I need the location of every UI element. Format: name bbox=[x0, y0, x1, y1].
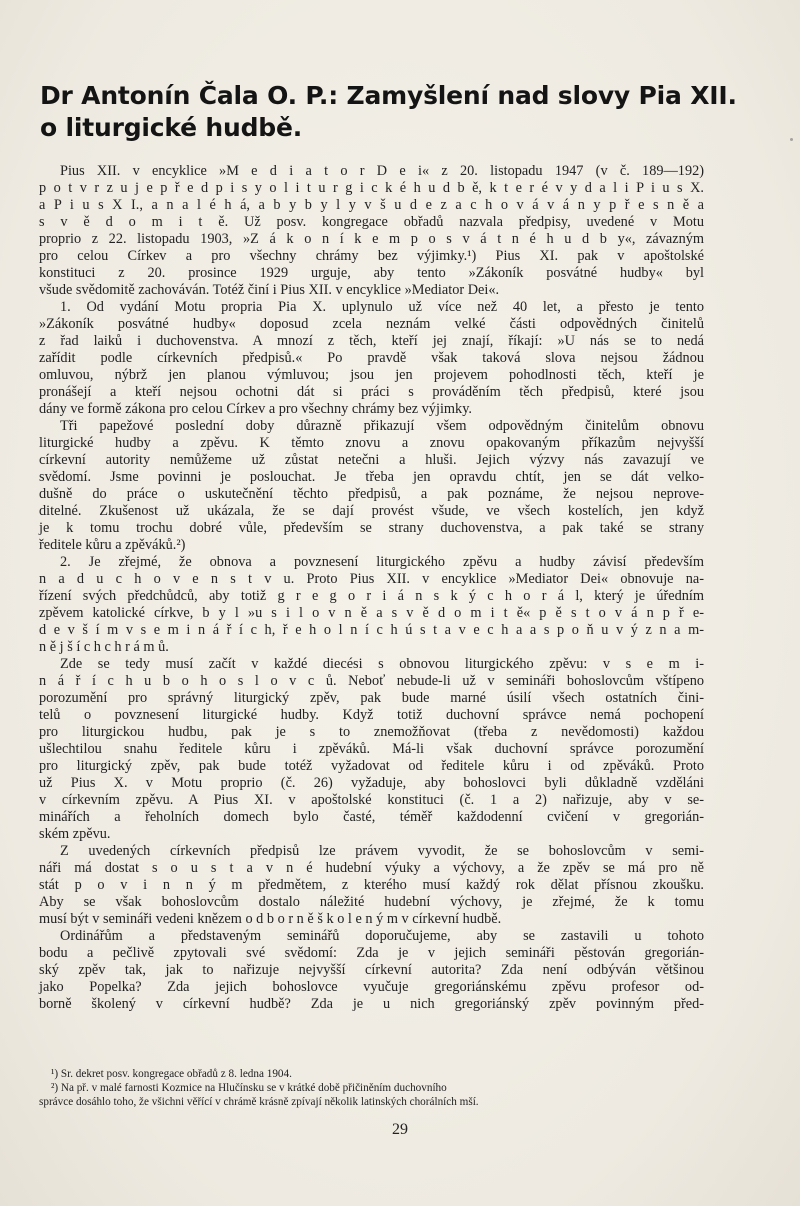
body-text-line: Aby se však bohoslovcům dostalo náležité hudební výchovy, je zřejmé, že k tomu bbox=[39, 894, 704, 910]
body-text-line: svědomí. Jsme povinni je poslouchat. Je třeba jen opravdu chtít, jen se dát velko- bbox=[39, 469, 704, 485]
body-text-line: dány ve formě zákona pro celou Církev a pro všechny chrámy bez výjimky. bbox=[39, 401, 472, 417]
body-text-line: s v ě d o m i t ě. Už posv. kongregace obřadů nazvala předpisy, uvedené v Motu bbox=[39, 214, 704, 230]
body-text-line: z řad laiků i duchovenstva. A mnozí z těch, kteří jej znají, říkají: »U nás se to nedá bbox=[39, 333, 704, 349]
body-text-line: minářích a řeholních domech bylo časté, téměř každodenní cvičení v gregorián- bbox=[39, 809, 704, 825]
body-text-line: pronášejí a kteří nejsou ochotni dát si práci s prováděním těch předpisů, které jsou bbox=[39, 384, 704, 400]
body-text-line: Tři papežové poslední doby důrazně přikazují všem odpovědným činitelům obnovu bbox=[60, 418, 704, 434]
body-text-line: v církevním zpěvu. A Pius XI. v apoštolské konstituci (č. 1 a 2) nařizuje, aby v se- bbox=[39, 792, 704, 808]
page-number: 29 bbox=[392, 1121, 408, 1138]
body-text-line: n ě j š í c h c h r á m ů. bbox=[39, 639, 169, 655]
body-text-line: pro liturgický zpěv, pak bude totéž vyžadovat od ředitele kůru i od zpěváků. Proto bbox=[39, 758, 704, 774]
body-text-line: zařídit podle církevních předpisů.« Po pravdě však taková slova nejsou žádnou bbox=[39, 350, 704, 366]
body-text-line: Ordinářům a představeným seminářů doporučujeme, aby se zastavili u tohoto bbox=[60, 928, 704, 944]
body-text-line: n á ř í c h u b o h o s l o v c ů. Neboť nebude-li už v semináři bohoslovcům vštípeno bbox=[39, 673, 704, 689]
body-text-line: a P i u s X I., a n a l é h á, a b y b y l y v š u d e z a c h o v á v á n y p ř e s n ě a bbox=[39, 197, 704, 213]
title-line: Dr Antonín Čala O. P.: Zamyšlení nad slovy Pia XII. bbox=[40, 81, 737, 110]
body-text-line: náři má dostat s o u s t a v n é hudební výuky a výchovy, a že zpěv se má pro ně bbox=[39, 860, 704, 876]
body-text-line: n a d u c h o v e n s t v u. Proto Pius XII. v encyklice »Mediator Dei« obnovuje na- bbox=[39, 571, 704, 587]
body-text-line: ušlechtilou snahu ředitele kůru i zpěváků. Má-li však duchovní správce porozumění bbox=[39, 741, 704, 757]
body-text-line: dušně do práce o uskutečnění těchto předpisů, a pak poznáme, že nejsou neprove- bbox=[39, 486, 704, 502]
body-text-line: konstituci z 20. prosince 1929 urguje, aby tento »Zákoník posvátné hudby« byl bbox=[39, 265, 704, 281]
body-text-line: stát p o v i n n ý m předmětem, z kterého musí každý rok dělat přísnou zkoušku. bbox=[39, 877, 704, 893]
body-text-line: 1. Od vydání Motu propria Pia X. uplynulo už více než 40 let, a přesto je tento bbox=[60, 299, 704, 315]
title-line: o liturgické hudbě. bbox=[40, 113, 303, 142]
body-text-line: telů o povznesení liturgické hudby. Když totiž duchovní správce nemá pochopení bbox=[39, 707, 704, 723]
body-text-line: je k tomu trochu dobré vůle, především se strany duchovenstva, a pak také se strany bbox=[39, 520, 704, 536]
body-text-line: »Zákoník posvátné hudby« doposud zcela neznám velké části odpovědných činitelů bbox=[39, 316, 704, 332]
body-text-line: ský zpěv tak, jak to nařizuje nejvyšší církevní autorita? Zda není odbýván většinou bbox=[39, 962, 704, 978]
body-text-line: Z uvedených církevních předpisů lze právem vyvodit, že se bohoslovcům v semi- bbox=[60, 843, 704, 859]
body-text-line: už Pius X. v Motu proprio (č. 26) vyžaduje, aby bohoslovci byli důkladně vzděláni bbox=[39, 775, 704, 791]
body-text-line: musí být v semináři vedeni knězem o d b o r n ě š k o l e n ý m v církevní hudbě. bbox=[39, 911, 502, 927]
body-text-line: všude svědomitě zachováván. Totéž činí i Pius XII. v encyklice »Mediator Dei«. bbox=[39, 282, 500, 298]
body-text-line: porozumění pro správný liturgický zpěv, pak bude marné úsilí všech ostatních čini- bbox=[39, 690, 704, 706]
article-body bbox=[39, 163, 704, 1013]
body-text-line: jako Popelka? Zda jejich bohoslovce vyučuje gregoriánskému zpěvu profesor od- bbox=[39, 979, 704, 995]
article-title bbox=[40, 80, 740, 144]
footnote-1: ¹) Sr. dekret posv. kongregace obřadů z 8. ledna 1904. bbox=[51, 1068, 292, 1080]
body-text-line: p o t v r z u j e p ř e d p i s y o l i t u r g i c k é h u d b ě, k t e r é v y d a l i P i u s X. bbox=[39, 180, 704, 196]
body-text-line: Zde se tedy musí začít v každé diecési s obnovou liturgického zpěvu: v s e m i- bbox=[60, 656, 704, 672]
body-text-line: ředitele kůru a zpěváků.²) bbox=[39, 537, 186, 553]
body-text-line: zpěvem katolické církve, b y l »u s i l o v n ě a s v ě d o m i t ě« p ě s t o v á n p ř e- bbox=[39, 605, 704, 621]
footnotes bbox=[39, 1067, 704, 1109]
paper-speck bbox=[790, 138, 793, 141]
body-text-line: Pius XII. v encyklice »M e d i a t o r D e i« z 20. listopadu 1947 (v č. 189—192) bbox=[60, 163, 704, 179]
body-text-line: ském zpěvu. bbox=[39, 826, 111, 842]
body-text-line: ditelné. Zkušenost už ukázala, že se dají provést všude, ve všech kostelích, jen když bbox=[39, 503, 704, 519]
body-text-line: bodu a pečlivě zpytovali své svědomí: Zda je v jejich semináři pěstován gregorián- bbox=[39, 945, 704, 961]
body-text-line: liturgické hudby a zpěvu. K těmto znovu a znovu opakovaným příkazům nejvyšší bbox=[39, 435, 704, 451]
body-text-line: proprio z 22. listopadu 1903, »Z á k o n í k e m p o s v á t n é h u d b y«, závazným bbox=[39, 231, 704, 247]
body-text-line: pro liturgickou hudbu, pak je s to znemožňovat (třeba z nevědomosti) každou bbox=[39, 724, 704, 740]
footnote-2: ²) Na př. v malé farnosti Kozmice na Hlučínsku se v krátké době přičiněním duchovního bbox=[51, 1082, 447, 1094]
body-text-line: 2. Je zřejmé, že obnova a povznesení liturgického zpěvu a hudby závisí především bbox=[60, 554, 704, 570]
body-text-line: řízení svých předchůdců, aby totiž g r e g o r i á n s k ý c h o r á l, který je úředním bbox=[39, 588, 704, 604]
body-text-line: borně školený v církevní hudbě? Zda je u nich gregoriánský zpěv povinným před- bbox=[39, 996, 704, 1012]
body-text-line: d e v š í m v s e m i n á ř í c h, ř e h o l n í c h ú s t a v e c h a a s p o ň u v ý z n a m- bbox=[39, 622, 704, 638]
body-text-line: omluvou, nýbrž jen planou výmluvou; jsou jen projevem pohodlnosti těch, kteří je bbox=[39, 367, 704, 383]
footnote-2-continuation: správce dosáhlo toho, že všichni věřící v chrámě krásně zpívají několik latinských chorálních mší. bbox=[39, 1096, 479, 1108]
body-text-line: církevní autority nemůžeme už zůstat netečni a hluši. Jejich výzvy nás zavazují ve bbox=[39, 452, 704, 468]
body-text-line: pro celou Církev a pro všechny chrámy bez výjimky.¹) Pius XI. pak v apoštolské bbox=[39, 248, 704, 264]
